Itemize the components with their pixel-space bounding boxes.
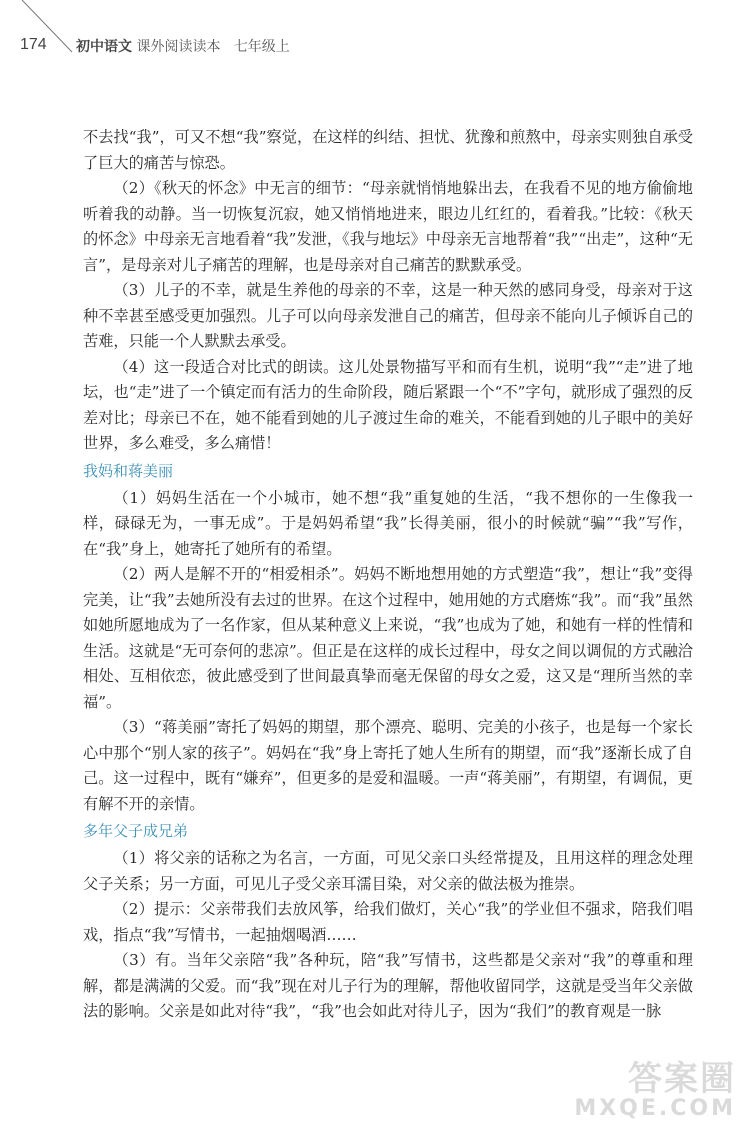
paragraph: （3）儿子的不幸，就是生养他的母亲的不幸，这是一种天然的感同身受，母亲对于这种不幸甚至感受更加强烈。儿子可以向母亲发泄自己的痛苦，但母亲不能向儿子倾诉自己的苦难，只能一个人默默去承受。 (83, 281, 693, 350)
page-header (0, 0, 750, 70)
watermark-logo (574, 1045, 742, 1125)
watermark-url: MXQE.COM (574, 1096, 736, 1121)
paragraph: （3）有。当年父亲陪“我”各种玩，陪“我”写情书，这些都是父亲对“我”的尊重和理解，都是满满的父爱。而“我”现在对儿子行为的理解，帮他收留同学，这就是受当年父亲做法的影响。父亲是如此对待“我”，“我”也会如此对待儿子，因为“我们”的教育观是一脉 (83, 951, 693, 1020)
paragraph: 不去找“我”，可又不想“我”察觉，在这样的纠结、担忧、犹豫和煎熬中，母亲实则独自承受了巨大的痛苦与惊恐。 (83, 128, 693, 172)
corner-decoration (0, 0, 80, 70)
page-body (83, 125, 693, 1025)
section-heading: 多年父子成兄弟 (83, 822, 189, 840)
page-number: 174 (20, 36, 47, 53)
book-grade: 七年级上 (233, 39, 290, 55)
watermark-text: 答案圈 (628, 1059, 736, 1099)
paragraph: （1）妈妈生活在一个小城市，她不想“我”重复她的生活，“我不想你的一生像我一样，碌碌无为，一事无成”。于是妈妈希望“我”长得美丽，很小的时候就“骗”“我”写作，在“我”身上，她寄托了她所有的希望。 (83, 488, 693, 558)
section-heading: 我妈和蒋美丽 (83, 461, 174, 480)
paragraph: （2）提示：父亲带我们去放风筝，给我们做灯，关心“我”的学业但不强求，陪我们唱戏，指点“我”写情书，一起抽烟喝酒…… (83, 900, 693, 944)
book-title-main: 初中语文 (76, 39, 132, 55)
book-title-sub: 课外阅读读本 (136, 39, 221, 55)
paragraph: （4）这一段适合对比式的朗读。这儿处景物描写平和而有生机，说明“我”“走”进了地坛，也“走”进了一个镇定而有活力的生命阶段，随后紧跟一个“不”字句，就形成了强烈的反差对比；母亲已不在，她不能看到她的儿子渡过生命的难关，不能看到她的儿子眼中的美好世界，多么难受，多么痛惜！ (83, 357, 693, 452)
paragraph: （1）将父亲的话称之为名言，一方面，可见父亲口头经常提及，且用这样的理念处理父子关系；另一方面，可见儿子受父亲耳濡目染，对父亲的做法极为推崇。 (83, 849, 693, 893)
paragraph: （3）“蒋美丽”寄托了妈妈的期望，那个漂亮、聪明、完美的小孩子，也是每一个家长心中那个“别人家的孩子”。妈妈在“我”身上寄托了她人生所有的期望，而“我”逐渐长成了自己。这一过程中，既有“嫌弃”，但更多的是爱和温暖。一声“蒋美丽”，有期望，有调侃，更有解不开的亲情。 (83, 718, 693, 813)
paragraph: （2）《秋天的怀念》中无言的细节：“母亲就悄悄地躲出去，在我看不见的地方偷偷地听着我的动静。当一切恢复沉寂，她又悄悄地进来，眼边儿红红的，看着我。”比较：《秋天的怀念》中母亲无言地看着“我”发泄，《我与地坛》中母亲无言地帮着“我”“出走”，这种“无言”，是母亲对儿子痛苦的理解，也是母亲对自己痛苦的默默承受。 (83, 179, 693, 274)
paragraph: （2）两人是解不开的“相爱相杀”。妈妈不断地想用她的方式塑造“我”，想让“我”变得完美，让“我”去她所没有去过的世界。在这个过程中，她用她的方式磨炼“我”。而“我”虽然如她所愿地成为了一名作家，但从某种意义上来说，“我”也成为了她，和她有一样的性情和生活。这就是“无可奈何的悲凉”。但正是在这样的成长过程中，母女之间以调侃的方式融洽相处、互相依恋，彼此感受到了世间最真挚而毫无保留的母女之爱，这又是“理所当然的幸福”。 (83, 565, 693, 711)
book-title (76, 36, 290, 56)
